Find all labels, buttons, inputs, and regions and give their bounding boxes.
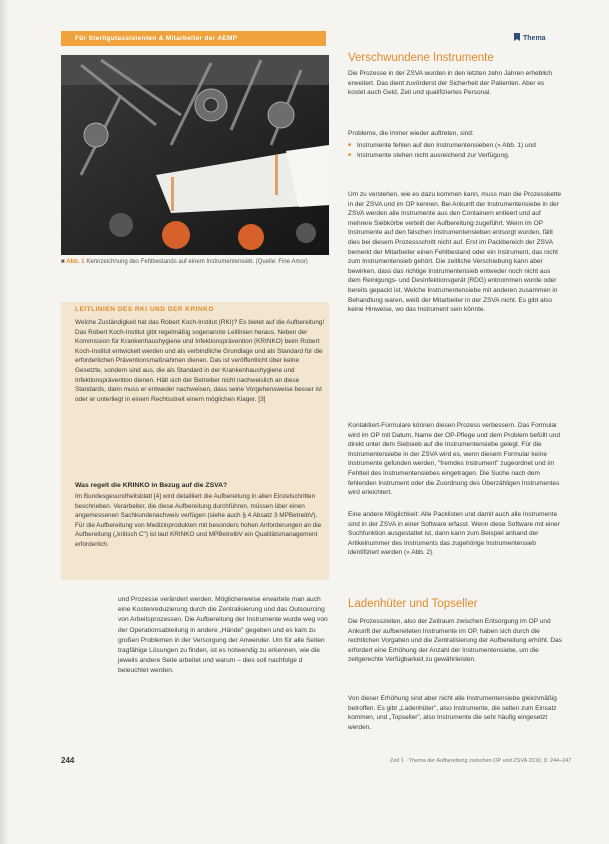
list-item: ■ Instrumente stehen nicht ausreichend zur Verfügung. <box>348 151 563 161</box>
caption-label: Abb. 1 <box>66 259 85 265</box>
box-subtitle: Was regelt die KRINKO in Bezug auf die ZSVA? <box>75 482 228 489</box>
right-paragraph-1: Die Prozesse in der ZSVA wurden in den letzten zehn Jahren erheblich erweitert. Das dient zuvörderst der Sicherheit der Patienten. Aber es kostet auch Geld, Zeit und qualifiziertes Personal. <box>348 70 553 97</box>
heading-verschwundene-instrumente: Verschwundene Instrumente <box>348 52 494 64</box>
page-number: 244 <box>61 756 75 765</box>
footer-citation: Zeit 1 · Thema der Aufbereitung zwischen OP und ZSVA 2016; 9: 244–247 <box>390 758 572 764</box>
right-paragraph-2: Probleme, die immer wieder auftreten, sind: <box>348 130 474 137</box>
box-paragraph-2: Im Bundesgesundheitsblatt [4] wird detailliert die Aufbereitung in allen Einzelschritten beschrieben. Verarbeiter, die diese Aufbereitung durchführen, müssen über einen angemessenen Sachkundenachweis verfügen (siehe auch § 4 Absatz 3 MPBetreibV). Für die Aufbereitung von Medizinprodukten mit besonders hohen Anforderungen an die Aufbereitung („kritisch C") ist laut KRINKO und MPBetreibV ein Qualitätsmanagement erforderlich. <box>75 493 322 548</box>
figure-caption: ■ Abb. 1 Kennzeichnung des Fehlbestands auf einem Instrumentensieb. (Quelle: Fine Amor) <box>61 259 308 265</box>
right-paragraph-7: Von dieser Erhöhung sind aber nicht alle Instrumentensiebe gleichmäßig betroffen. Es gibt „Ladenhüter", also Instrumente, die selten zum Einsatz kommen, und „Topseller", also Instrumente die sehr häufig eingesetzt werden. <box>348 695 557 731</box>
right-paragraph-4: Kontaktiert-Formulare können diesen Prozess verbessern. Das Formular wird im OP mit Datum, Name der OP-Pflege und dem Problem befüllt und direkt unter dem Siebsieb auf die Instrumentensiebe gelegt. Für die Instrumentensiebe in der ZSVA wird es, wenn diesem Formular keine Instrumente gefunden werden, "fremdes Instrument" zugeordnet und im Fehlteil des Instrumentensiebes eingetragen. Die Suche nach dem fehlenden Instrument oder die Zuordnung des Überzähligen Instrumentes wird erleichtert. <box>348 422 560 497</box>
box-paragraph-1: Welche Zuständigkeit hat das Robert Koch-Institut (RKI)? Es bietet auf die Aufbereitung! Das Robert Koch-Institut gibt regelmäßig sogenannte Leitlinien heraus. Neben der Kommission für Krankenhaushygiene und Infektionsprävention (KRINKO) beim Robert Koch-Institut entwickelt werden und als verbindliche Grundlage und als Standard für die erforderlichen Präventionsmaßnahmen dienen. Das ist veröffentlicht über keine Gesetzte, sondern sind aus, die als Standard in der Krankenhaushygiene und Infektionsprävention dienen. Hält sich der Betreiber nicht nachweislich an diese Standards, dann muss er entweder nachweisen, dass seine Vorgehensweise besser ist oder er unterliegt in einem Rechtsstreit einem möglichen Klager. [3] <box>75 319 325 403</box>
scan-edge <box>0 0 8 844</box>
left-continuation-text: und Prozesse verändert werden. Möglicherweise erwartete man auch eine Kostenreduzierung durch die Zentralisierung und das Outsourcing von Arbeitsprozessen. Die Aufbereitung der Instrumente wurde weg von der Operationsabteilung in andere „Hände" gegeben und es kam zu großen Problemen in der Versorgung der Anwender. Um für alle Seiten tragfähige Lösungen zu finden, ist es notwendig zu erkennen, wie die jeweils andere Seite arbeitet und warum – dies soll nachfolge d beleuchtet werden. <box>118 596 328 675</box>
problem-list <box>348 141 563 160</box>
photo-illustration <box>61 55 329 255</box>
right-paragraph-6: Die Prozesszeiten, also der Zeitraum zwischen Entsorgung im OP und Ankunft der aufbereiteten Instrumente im OP, haben sich durch die rechtlichen Vorgaben und die Zentralisierung der Aufbereitung erhöht. Das erfordert eine Erhöhung der Anzahl der Instrumentensiebe, um die zeitgerechte Verfügbarkeit zu gewährleisten. <box>348 618 562 664</box>
instrument-tray-photo <box>61 55 329 255</box>
list-item: ■ Instrumente fehlen auf den Instrumentensieben (» Abb. 1) und <box>348 141 563 151</box>
section-banner: Für Sterilgutassistenten & Mitarbeiter der AEMP <box>61 31 326 46</box>
right-paragraph-3: Um zu verstehen, wie es dazu kommen kann, muss man die Prozesskette in der ZSVA und im OP kennen. Bei Ankunft der Instrumentensiebe in der ZSVA werden alle Instrumente aus den Containern entleert und auf mehrere Siebkörbe verteilt der Aufbereitung zugeführt. Wenn im OP Instrumente auf den falschen Instrumentensieben entsorgt wurden, fällt dies bei diesem Prozessschritt nicht auf. Erst im Packbereich der ZSVA bemerkt der Mitarbeiter einen Fehlbestand oder ein Instrument, das nicht zum Instrumentensieb gehört. Die zeitliche Verschiebung kann aber bewirken, dass das richtige Instrumentensieb entweder noch nicht aus dem Reinigungs- und Desinfektionsgerät (RDG) entnommen wurde oder bereits gepackt ist. Welche Instrumentensiebe mit anderen zusammen in Behandlung waren, weiß der Mitarbeiter in der ZSVA nicht. Es gibt also keine Hinweise, wo das Instrument sein könnte. <box>348 191 562 314</box>
theme-tag <box>514 33 546 42</box>
right-paragraph-5: Eine andere Möglichkeit: Alle Packlisten und damit auch alle Instrumente sind in der ZSVA in einer Software erfasst. Wenn diese Software mit einer Suchfunktion ausgestattet ist, dann kann zum Beispiel anhand der Artikelnummer des Instruments das zugehörige Instrumentensieb identifiziert werden (» Abb. 2). <box>348 511 560 557</box>
bookmark-icon <box>514 33 520 41</box>
theme-tag-label: Thema <box>523 35 546 42</box>
caption-text: Kennzeichnung des Fehlbestands auf einem Instrumentensieb. (Quelle: Fine Amor) <box>86 259 308 265</box>
box-title: LEITLINIEN DES RKI UND DER KRINKO <box>75 306 214 313</box>
info-box <box>61 302 329 580</box>
heading-ladenhueter: Ladenhüter und Topseller <box>348 598 478 610</box>
